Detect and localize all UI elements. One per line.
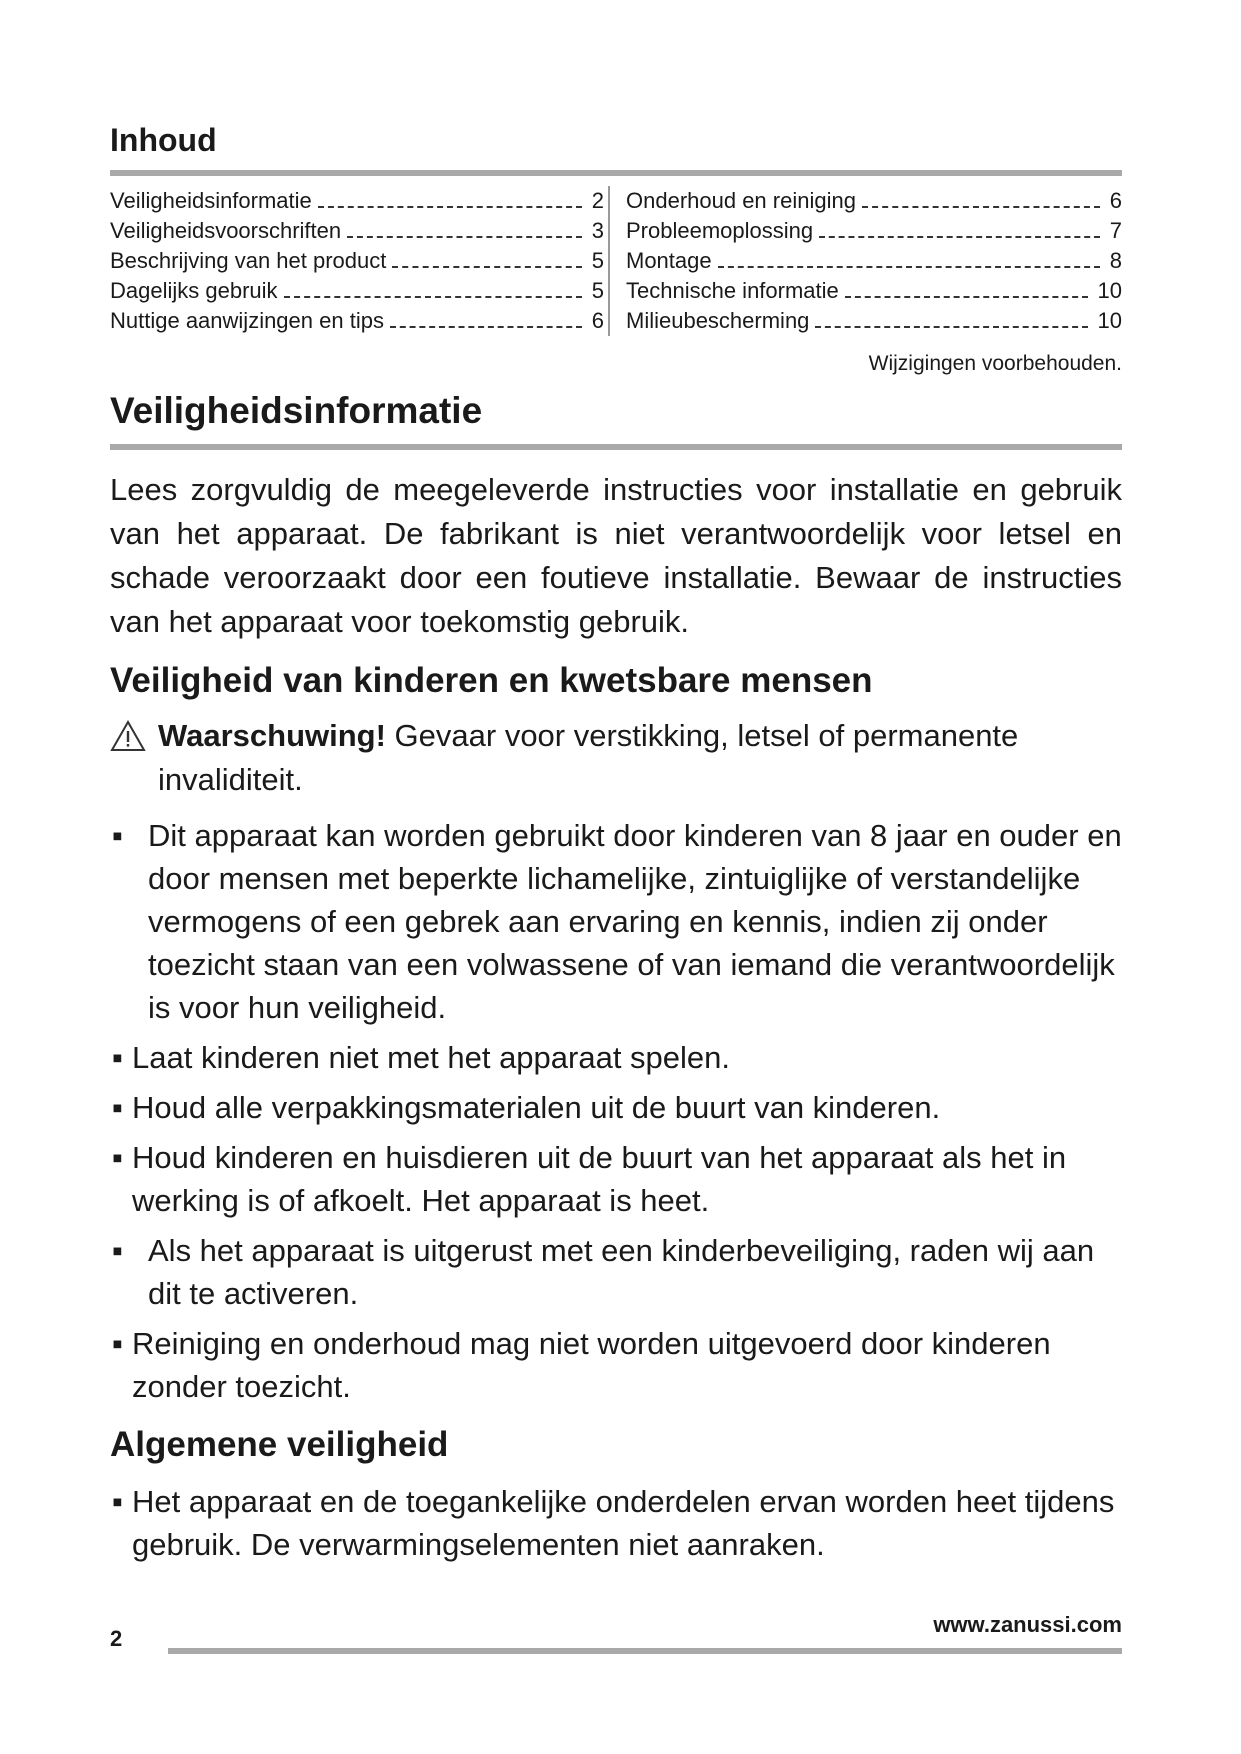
toc-leader bbox=[284, 282, 582, 298]
warning-text bbox=[158, 714, 1122, 802]
list-item bbox=[110, 1086, 1122, 1129]
toc-item-label: Montage bbox=[626, 248, 712, 273]
toc-item[interactable] bbox=[110, 186, 604, 216]
list-item bbox=[110, 1322, 1122, 1408]
list-item bbox=[110, 1136, 1122, 1222]
section-divider bbox=[110, 444, 1122, 450]
toc-item-page: 10 bbox=[1097, 278, 1122, 303]
toc-item-label: Beschrijving van het product bbox=[110, 248, 387, 273]
toc-item-page: 6 bbox=[591, 308, 604, 333]
child-safety-list bbox=[110, 814, 1122, 1408]
list-item-text: Als het apparaat is uitgerust met een kinderbeveiliging, raden wij aan dit te activeren. bbox=[148, 1233, 1095, 1311]
warning-notice bbox=[110, 714, 1122, 802]
bullet-icon: ▪ bbox=[112, 818, 123, 853]
toc-item-label: Onderhoud en reiniging bbox=[626, 188, 856, 213]
intro-paragraph: Lees zorgvuldig de meegeleverde instructies voor installatie en gebruik van het apparaat. De fabrikant is niet verantwoordelijk voor letsel en schade veroorzaakt door een foutieve installatie. Bewaar de instructies van het apparaat voor toekomstig gebruik. bbox=[110, 472, 1122, 639]
footer-divider bbox=[168, 1648, 1122, 1654]
toc-item-page: 5 bbox=[591, 248, 604, 273]
toc-title: Inhoud bbox=[110, 122, 217, 158]
toc-item-label: Technische informatie bbox=[626, 278, 839, 303]
list-item-text: Reiniging en onderhoud mag niet worden uitgevoerd door kinderen zonder toezicht. bbox=[132, 1326, 1051, 1404]
section-heading-child-safety: Veiligheid van kinderen en kwetsbare mensen bbox=[110, 661, 873, 700]
toc-item-page: 3 bbox=[591, 218, 604, 243]
toc-item[interactable] bbox=[110, 306, 604, 336]
toc-item-label: Veiligheidsvoorschriften bbox=[110, 218, 342, 243]
toc-item-label: Probleemoplossing bbox=[626, 218, 814, 243]
list-item bbox=[110, 1036, 1122, 1079]
page-content bbox=[110, 110, 1122, 1573]
toc-leader bbox=[318, 192, 582, 208]
website-link[interactable]: www.zanussi.com bbox=[933, 1612, 1122, 1637]
toc-leader bbox=[390, 312, 582, 328]
list-item-text: Het apparaat en de toegankelijke onderdelen ervan worden heet tijdens gebruik. De verwarmingselementen niet aanraken. bbox=[132, 1484, 1115, 1562]
toc-item[interactable] bbox=[626, 216, 1122, 246]
toc-item[interactable] bbox=[626, 186, 1122, 216]
list-item bbox=[110, 1229, 1122, 1315]
toc-item-page: 7 bbox=[1109, 218, 1122, 243]
list-item-text: Dit apparaat kan worden gebruikt door kinderen van 8 jaar en ouder en door mensen met beperkte lichamelijke, zintuiglijke of verstandelijke vermogens of een gebrek aan ervaring en kennis, indien zij onder toezicht staan van een volwassene of van iemand die verantwoordelijk is voor hun veiligheid. bbox=[148, 818, 1122, 1025]
toc-item[interactable] bbox=[110, 276, 604, 306]
bullet-icon: ▪ bbox=[112, 1090, 123, 1125]
list-item-text: Laat kinderen niet met het apparaat spelen. bbox=[132, 1040, 731, 1075]
toc-leader bbox=[718, 252, 1100, 268]
list-item-text: Houd kinderen en huisdieren uit de buurt van het apparaat als het in werking is of afkoelt. Het apparaat is heet. bbox=[132, 1140, 1067, 1218]
toc-leader bbox=[845, 282, 1088, 298]
toc-column-left bbox=[110, 186, 608, 336]
toc-column-right bbox=[608, 186, 1122, 336]
list-item bbox=[110, 814, 1122, 1029]
toc-item[interactable] bbox=[626, 306, 1122, 336]
toc-item-page: 6 bbox=[1109, 188, 1122, 213]
page-number: 2 bbox=[110, 1626, 123, 1651]
toc-item-page: 8 bbox=[1109, 248, 1122, 273]
toc-leader bbox=[347, 222, 582, 238]
list-item-text: Houd alle verpakkingsmaterialen uit de buurt van kinderen. bbox=[132, 1090, 941, 1125]
toc-item-label: Veiligheidsinformatie bbox=[110, 188, 312, 213]
bullet-icon: ▪ bbox=[112, 1484, 123, 1519]
toc-item-page: 10 bbox=[1097, 308, 1122, 333]
table-of-contents bbox=[110, 186, 1122, 336]
bullet-icon: ▪ bbox=[112, 1233, 123, 1268]
toc-item[interactable] bbox=[626, 246, 1122, 276]
toc-item-label: Nuttige aanwijzingen en tips bbox=[110, 308, 384, 333]
toc-item-label: Dagelijks gebruik bbox=[110, 278, 278, 303]
bullet-icon: ▪ bbox=[112, 1326, 123, 1361]
toc-item[interactable] bbox=[110, 246, 604, 276]
list-item bbox=[110, 1480, 1122, 1566]
toc-divider bbox=[110, 170, 1122, 176]
toc-leader bbox=[862, 192, 1100, 208]
toc-item[interactable] bbox=[110, 216, 604, 246]
toc-item-label: Milieubescherming bbox=[626, 308, 810, 333]
toc-item[interactable] bbox=[626, 276, 1122, 306]
warning-description: Gevaar voor verstikking, letsel of permanente invaliditeit. bbox=[158, 718, 1019, 797]
section-heading-general-safety: Algemene veiligheid bbox=[110, 1425, 449, 1464]
general-safety-list bbox=[110, 1480, 1122, 1566]
bullet-icon: ▪ bbox=[112, 1140, 123, 1175]
section-heading-safety-information: Veiligheidsinformatie bbox=[110, 390, 483, 431]
bullet-icon: ▪ bbox=[112, 1040, 123, 1075]
changes-reserved-note: Wijzigingen voorbehouden. bbox=[868, 352, 1122, 375]
toc-leader bbox=[392, 252, 581, 268]
warning-triangle-icon bbox=[110, 714, 158, 802]
toc-leader bbox=[819, 222, 1100, 238]
page-footer bbox=[110, 1612, 1122, 1656]
toc-leader bbox=[815, 312, 1087, 328]
warning-label: Waarschuwing! bbox=[158, 718, 386, 753]
toc-item-page: 2 bbox=[591, 188, 604, 213]
toc-item-page: 5 bbox=[591, 278, 604, 303]
